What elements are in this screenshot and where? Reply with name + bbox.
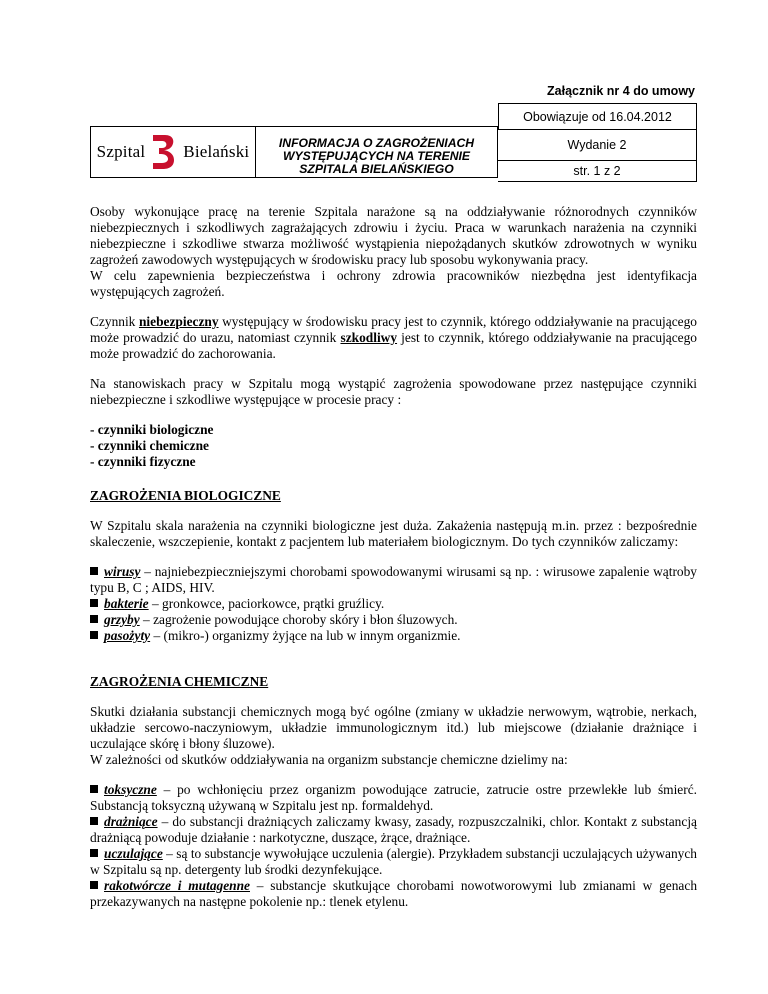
chemical-item-sensitizing: [90, 846, 697, 878]
biological-item-viruses: [90, 564, 697, 596]
chemical-item-irritant: [90, 814, 697, 846]
term-szkodliwy: szkodliwy: [340, 330, 398, 345]
hospital-logo: [90, 126, 255, 178]
term-toksyczne: toksyczne: [104, 782, 157, 797]
bullet-square-icon: [90, 567, 98, 575]
term-wirusy: wirusy: [104, 564, 141, 579]
section-heading-biological: ZAGROŻENIA BIOLOGICZNE: [90, 488, 281, 503]
intro-paragraph-1: Osoby wykonujące pracę na terenie Szpitala narażone są na oddziaływanie różnorodnych czynników niebezpiecznych i szkodliwych zagrażających zdrowiu i życiu. Praca w warunkach narażenia na czynniki niebezpieczne i szkodliwe stwarza możliwość wystąpienia niepożądanych skutków zdrowotnych w wyniku zagrożeń zawodowych występujących w środowisku pracy lub sposobu wykonywania pracy.: [90, 204, 697, 267]
bullet-square-icon: [90, 631, 98, 639]
bullet-square-icon: [90, 785, 98, 793]
edition: Wydanie 2: [498, 130, 697, 161]
bullet-square-icon: [90, 599, 98, 607]
chemical-item-text: – są to substancje wywołujące uczulenia (alergie). Przykładem substancji uczulających używanych w Szpitalu są np. detergenty lub środki dezynfekujące.: [90, 846, 697, 877]
biological-item-text: – zagrożenie powodujące choroby skóry i błon śluzowych.: [139, 612, 458, 627]
chemical-item-text: – do substancji drażniących zaliczamy kwasy, zasady, rozpuszczalniki, chlor. Kontakt z substancją drażniącą powoduje działanie : narkotyczne, duszące, żrące, drażniące.: [90, 814, 697, 845]
title-line-3: SZPITALA BIELAŃSKIEGO: [299, 162, 454, 176]
term-drazniace: drażniące: [104, 814, 158, 829]
bullet-square-icon: [90, 881, 98, 889]
attachment-label: Załącznik nr 4 do umowy: [547, 84, 695, 98]
bullet-square-icon: [90, 817, 98, 825]
biological-item-fungi: [90, 612, 697, 628]
document-meta: [498, 103, 697, 182]
title-line-2: WYSTĘPUJĄCYCH NA TERENIE: [282, 149, 471, 163]
term-grzyby: grzyby: [104, 612, 140, 627]
title-line-1: INFORMACJA O ZAGROŻENIACH: [278, 136, 475, 150]
section-heading-chemical: ZAGROŻENIA CHEMICZNE: [90, 674, 269, 689]
chemical-item-text: – substancje skutkujące chorobami nowotworowymi lub zmianami w genach przekazywanych na następne pokolenie np.: tlenek etylenu.: [90, 878, 698, 909]
hospital-logo-mark-icon: [151, 133, 177, 171]
document-header: [90, 103, 697, 182]
term-bakterie: bakterie: [104, 596, 149, 611]
definition-paragraph: [90, 314, 697, 362]
document-body: [90, 204, 697, 910]
logo-text-right: Bielański: [183, 142, 250, 161]
biological-item-text: – gronkowce, paciorkowce, prątki gruźlicy.: [148, 596, 385, 611]
chemical-item-toxic: [90, 782, 697, 814]
factor-item-biological: - czynniki biologiczne: [90, 422, 214, 437]
chemical-item-text: – po wchłonięciu przez organizm powodujące zatrucie, zatrucie ostre przewlekłe lub śmierć. Substancją toksyczną używaną w Szpitalu jest np. formaldehyd.: [90, 782, 697, 813]
chemical-intro-1: Skutki działania substancji chemicznych mogą być ogólne (zmiany w układzie nerwowym, wątrobie, nerkach, układzie sercowo-naczyniowym, układzie immunologicznym itd.) lub miejscowe (działanie drażniące i uczulające skórę i błony śluzowe).: [90, 704, 697, 751]
logo-text-left: Szpital: [96, 142, 146, 161]
intro-paragraph-2: W celu zapewnienia bezpieczeństwa i ochrony zdrowia pracowników niezbędna jest identyfikacja występujących zagrożeń.: [90, 268, 697, 299]
factors-intro: Na stanowiskach pracy w Szpitalu mogą wystąpić zagrożenia spowodowane przez następujące czynniki niebezpieczne i szkodliwe występujące w procesie pracy :: [90, 376, 697, 407]
term-uczulajace: uczulające: [104, 846, 163, 861]
chemical-intro-2: W zależności od skutków oddziaływania na organizm substancje chemiczne dzielimy na:: [90, 752, 568, 767]
page-number: str. 1 z 2: [498, 161, 697, 182]
valid-from: Obowiązuje od 16.04.2012: [498, 103, 697, 130]
biological-item-text: – najniebezpieczniejszymi chorobami spowodowanymi wirusami są np. : wirusowe zapalenie wątroby typu B, C ; AIDS, HIV.: [90, 564, 697, 595]
biological-intro: W Szpitalu skala narażenia na czynniki biologiczne jest duża. Zakażenia następują m.in. przez : bezpośrednie skaleczenie, wszczepienie, kontakt z pacjentem lub materiałem biologicznym. Do tych czynników zaliczamy:: [90, 518, 697, 549]
factor-item-physical: - czynniki fizyczne: [90, 454, 196, 469]
factor-item-chemical: - czynniki chemiczne: [90, 438, 210, 453]
biological-item-parasites: [90, 628, 697, 644]
biological-item-bacteria: [90, 596, 697, 612]
term-niebezpieczny: niebezpieczny: [138, 314, 219, 329]
definition-text-pre: Czynnik: [90, 314, 139, 329]
document-title: [255, 126, 498, 178]
chemical-item-carcinogenic: [90, 878, 697, 910]
factors-list: [90, 422, 697, 470]
bullet-square-icon: [90, 615, 98, 623]
definition-text-mid: występujący w środowisku pracy jest to czynnik, którego oddziaływanie na pracującego może prowadzić do urazu, natomiast czynnik: [90, 314, 697, 345]
biological-item-text: – (mikro-) organizmy żyjące na lub w innym organizmie.: [150, 628, 461, 643]
term-rakotworcze: rakotwórcze i mutagenne: [104, 878, 250, 893]
bullet-square-icon: [90, 849, 98, 857]
definition-text-post: jest to czynnik, którego oddziaływanie na pracującego może prowadzić do zachorowania.: [90, 330, 698, 361]
term-pasozyty: pasożyty: [104, 628, 151, 643]
